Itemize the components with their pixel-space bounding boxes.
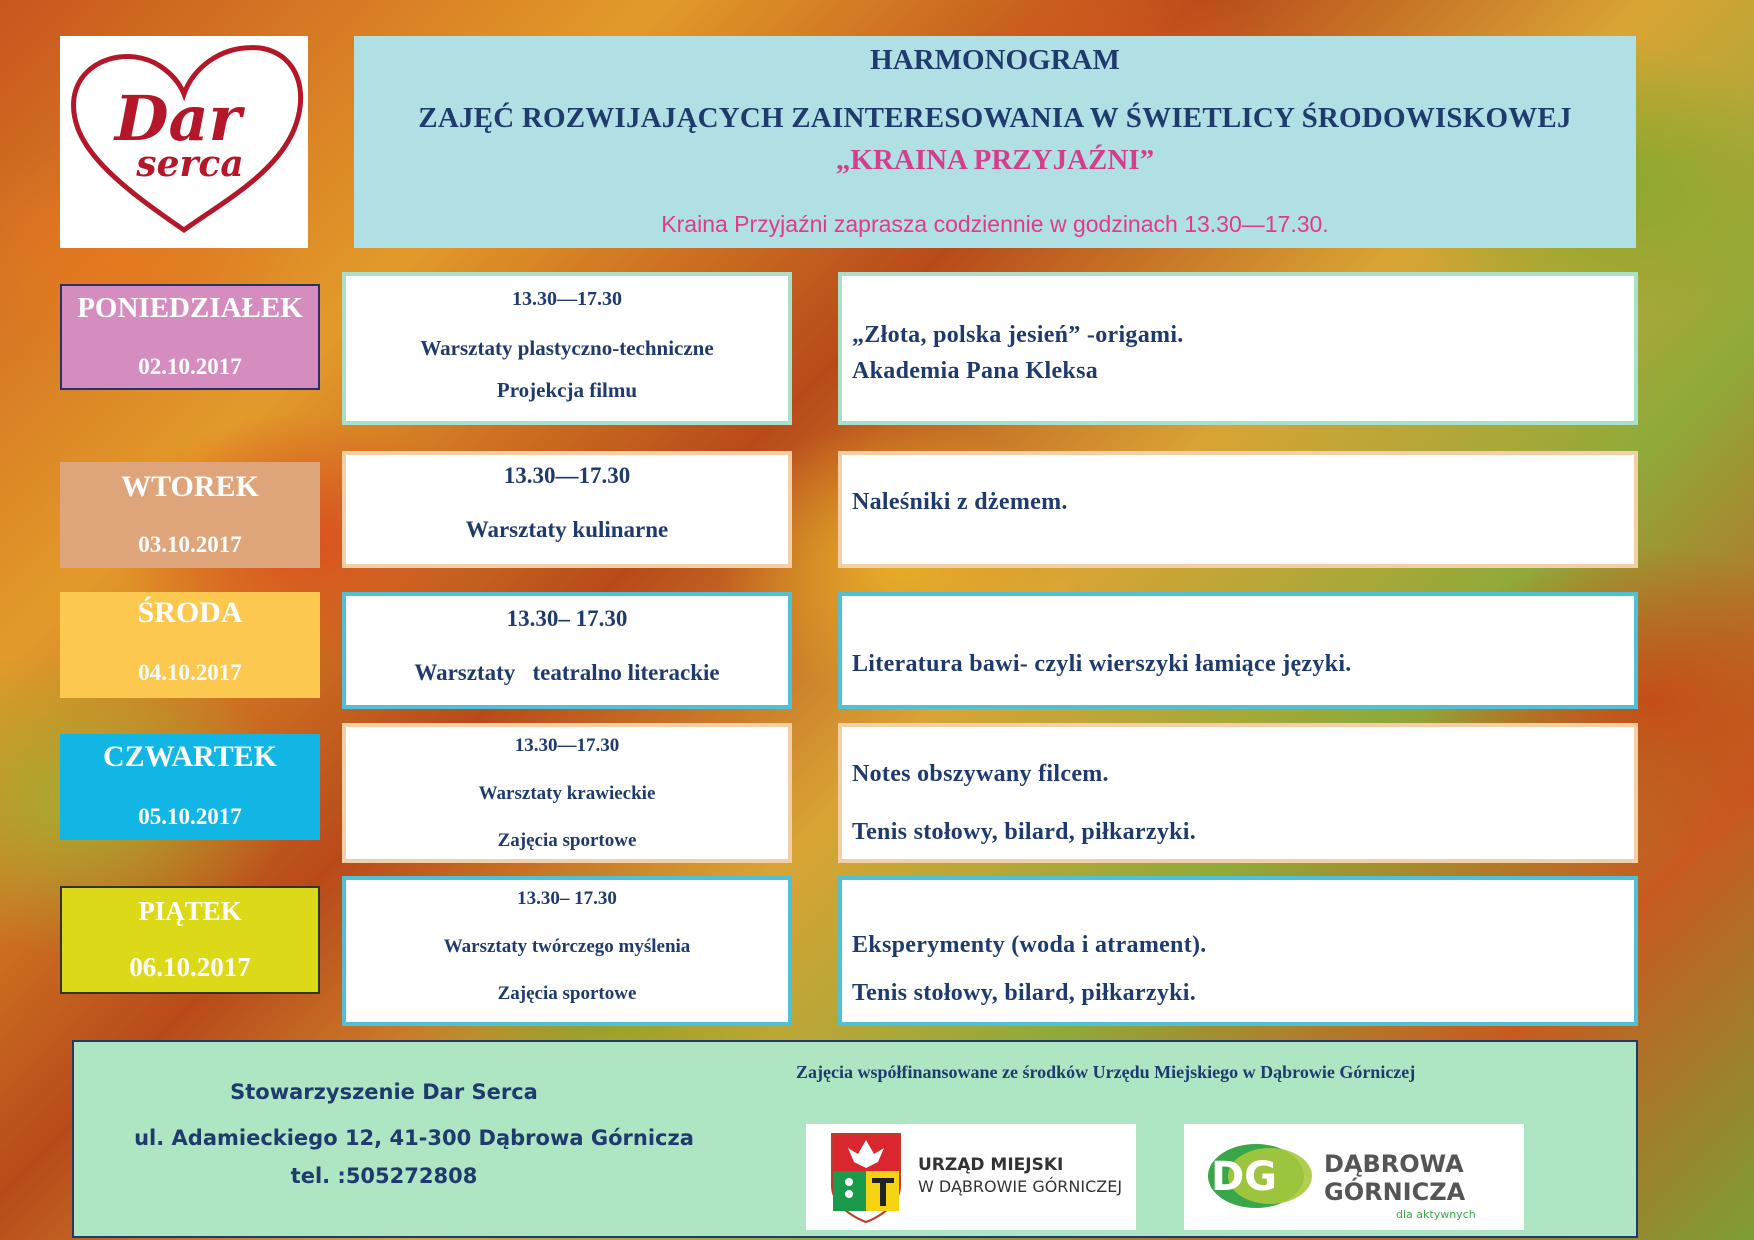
day-label-wednesday bbox=[60, 592, 320, 698]
schedule-box-monday bbox=[342, 272, 792, 425]
urzad-miejski-logo bbox=[806, 1124, 1136, 1230]
day-label-monday bbox=[60, 284, 320, 390]
organization-name: Stowarzyszenie Dar Serca bbox=[230, 1080, 538, 1104]
logo2-tagline: dla aktywnych bbox=[1396, 1208, 1476, 1221]
detail-text: Naleśniki z dżemem. bbox=[852, 489, 1068, 515]
logo2-mark: DG bbox=[1210, 1154, 1278, 1200]
header-banner bbox=[354, 36, 1636, 248]
detail-text: Akademia Pana Kleksa bbox=[852, 358, 1099, 384]
details-box-tuesday bbox=[838, 451, 1638, 568]
time-range: 13.30– 17.30 bbox=[517, 888, 617, 909]
details-box-monday bbox=[838, 272, 1638, 425]
heart-logo-icon bbox=[60, 36, 308, 248]
day-date: 04.10.2017 bbox=[138, 660, 242, 685]
activity: Zajęcia sportowe bbox=[497, 983, 637, 1004]
cofinancing-note: Zajęcia współfinansowane ze środków Urzędu Miejskiego w Dąbrowie Górniczej bbox=[796, 1062, 1416, 1082]
organization-address: ul. Adamieckiego 12, 41-300 Dąbrowa Górnicza bbox=[134, 1126, 694, 1150]
logo1-line1: URZĄD MIEJSKI bbox=[918, 1155, 1064, 1175]
detail-text: „Złota, polska jesień” -origami. bbox=[852, 322, 1184, 348]
activity: Projekcja filmu bbox=[496, 378, 638, 402]
logo2-line1: DĄBROWA bbox=[1324, 1150, 1464, 1178]
dabrowa-gornicza-logo bbox=[1184, 1124, 1524, 1230]
day-name: PIĄTEK bbox=[138, 896, 242, 926]
dar-serca-logo bbox=[60, 36, 308, 248]
day-label-thursday bbox=[60, 734, 320, 840]
time-range: 13.30– 17.30 bbox=[506, 606, 628, 631]
details-box-friday bbox=[838, 876, 1638, 1026]
detail-text: Notes obszywany filcem. bbox=[852, 761, 1109, 787]
schedule-box-wednesday bbox=[342, 592, 792, 709]
time-range: 13.30—17.30 bbox=[514, 735, 620, 756]
day-date: 05.10.2017 bbox=[138, 804, 242, 829]
page-title: HARMONOGRAM bbox=[870, 44, 1120, 76]
day-name: ŚRODA bbox=[137, 596, 243, 629]
detail-text: Literatura bawi- czyli wierszyki łamiące języki. bbox=[852, 651, 1352, 677]
day-name: WTOREK bbox=[121, 470, 259, 503]
activity: Warsztaty teatralno literackie bbox=[414, 660, 720, 685]
dg-mark-icon bbox=[1184, 1124, 1524, 1230]
detail-text: Tenis stołowy, bilard, piłkarzyki. bbox=[852, 819, 1197, 845]
details-box-wednesday bbox=[838, 592, 1638, 709]
activity: Warsztaty kulinarne bbox=[465, 517, 669, 542]
detail-text: Eksperymenty (woda i atrament). bbox=[852, 932, 1207, 958]
activity: Warsztaty twórczego myślenia bbox=[443, 936, 691, 957]
details-box-thursday bbox=[838, 723, 1638, 863]
coat-of-arms-icon bbox=[806, 1124, 1136, 1230]
day-label-friday bbox=[60, 886, 320, 994]
schedule-box-friday bbox=[342, 876, 792, 1026]
footer-panel bbox=[72, 1040, 1638, 1238]
logo-word-serca: serca bbox=[136, 143, 244, 185]
day-name: CZWARTEK bbox=[103, 740, 277, 773]
activity: Warsztaty krawieckie bbox=[478, 783, 656, 804]
organization-phone: tel. :505272808 bbox=[290, 1164, 478, 1188]
page-subtitle: ZAJĘĆ ROZWIJAJĄCYCH ZAINTERESOWANIA W ŚWIETLICY ŚRODOWISKOWEJ bbox=[418, 102, 1572, 134]
activity: Warsztaty plastyczno-techniczne bbox=[420, 336, 714, 360]
day-label-tuesday bbox=[60, 462, 320, 568]
time-range: 13.30—17.30 bbox=[503, 463, 631, 488]
schedule-box-tuesday bbox=[342, 451, 792, 568]
day-date: 02.10.2017 bbox=[138, 354, 242, 379]
day-date: 03.10.2017 bbox=[138, 532, 242, 557]
logo1-line2: W DĄBROWIE GÓRNICZEJ bbox=[918, 1177, 1123, 1196]
club-name: „KRAINA PRZYJAŹNI” bbox=[835, 144, 1155, 176]
logo-word-dar: Dar bbox=[114, 82, 242, 155]
time-range: 13.30—17.30 bbox=[512, 288, 622, 310]
schedule-box-thursday bbox=[342, 723, 792, 863]
opening-hours-note: Kraina Przyjaźni zaprasza codziennie w godzinach 13.30—17.30. bbox=[661, 211, 1329, 237]
detail-text: Tenis stołowy, bilard, piłkarzyki. bbox=[852, 980, 1197, 1006]
day-name: PONIEDZIAŁEK bbox=[77, 292, 303, 324]
logo2-line2: GÓRNICZA bbox=[1324, 1178, 1466, 1206]
activity: Zajęcia sportowe bbox=[497, 830, 637, 851]
day-date: 06.10.2017 bbox=[129, 952, 251, 982]
